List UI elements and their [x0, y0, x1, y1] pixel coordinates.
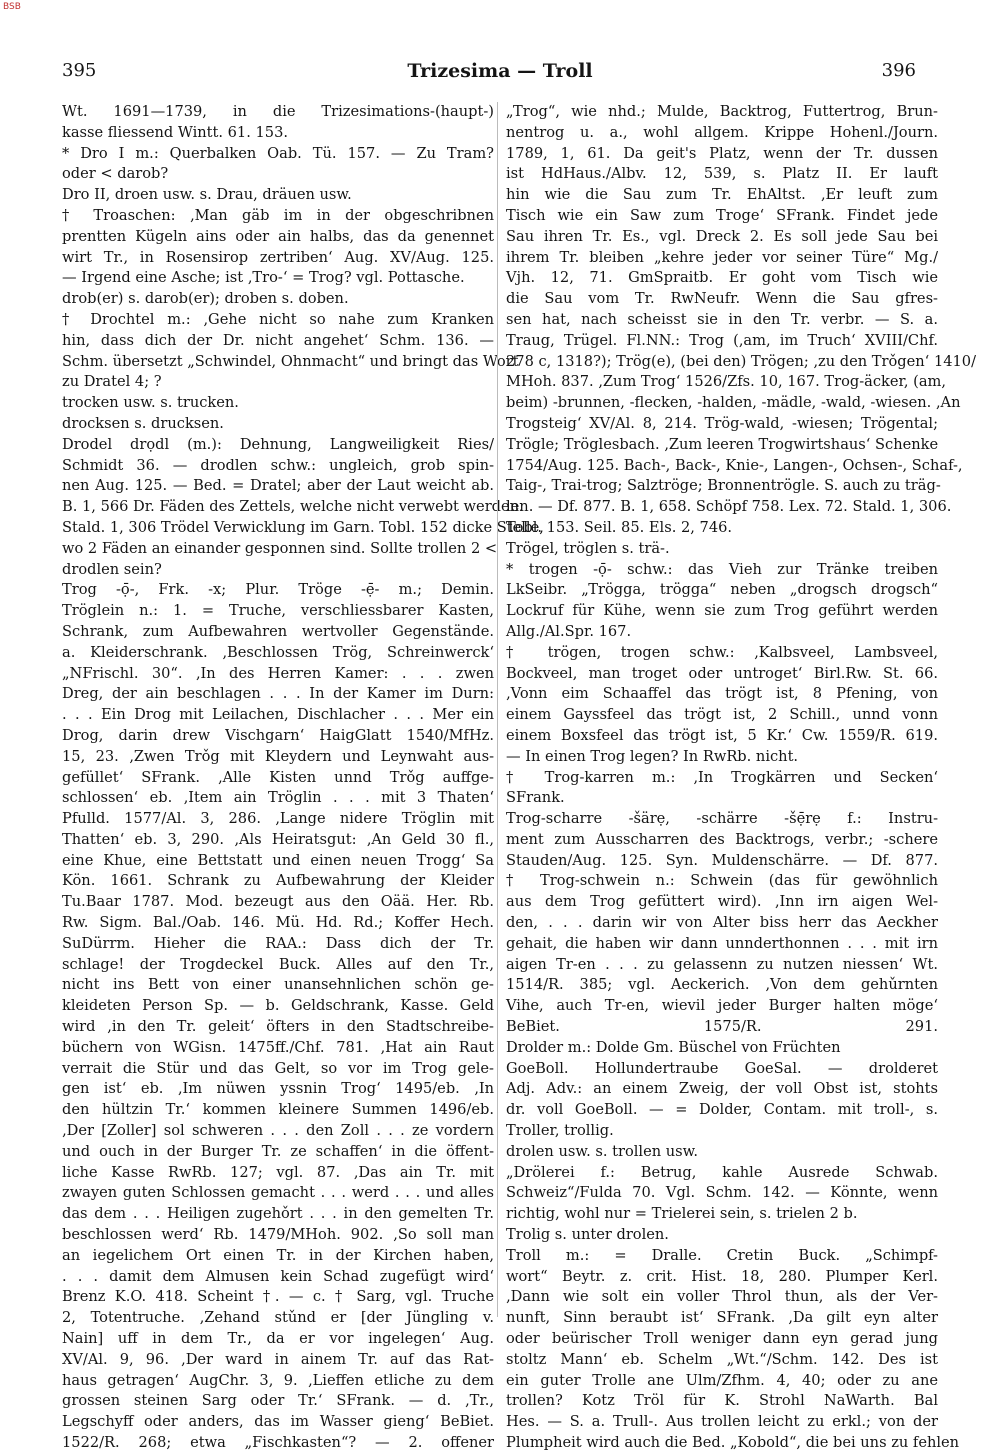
- text-line: Trögel, tröglen s. trä-.: [506, 539, 670, 557]
- text-line: den hültzin Tr.‘ kommen kleinere Summen 1496/eb.: [62, 1101, 494, 1119]
- text-line: Schmidt 36. — drodlen schw.: ungleich, grob spin-: [62, 456, 494, 474]
- text-line: ‚Der [Zoller] sol schweren . . . den Zoll . . . ze vordern: [62, 1122, 494, 1140]
- text-line: ist HdHaus./Albv. 12, 539, s. Platz II. Er lauft: [506, 165, 938, 183]
- text-line: oder < darob?: [62, 165, 169, 183]
- text-line: das dem . . . Heiligen zugehǒrt . . . in den gemelten Tr.: [62, 1205, 494, 1223]
- text-line: 278 c, 1318?); Trög(e), (bei den) Trögen; ‚zu den Trǒgen‘ 1410/: [506, 352, 977, 370]
- text-line: Tobl. 153. Seil. 85. Els. 2, 746.: [506, 518, 733, 536]
- text-line: ein guter Trolle ane Ulm/Zfhm. 4, 40; oder zu ane: [506, 1371, 938, 1389]
- text-line: und ouch in der Burger Tr. ze schaffen‘ in die öffent-: [62, 1142, 494, 1160]
- text-line: dr. voll GoeBoll. — = Dolder, Contam. mit troll-, s.: [506, 1101, 938, 1119]
- text-line: SFrank.: [506, 789, 565, 807]
- text-line: nicht ins Bett von einer unansehnlichen schön ge-: [62, 976, 494, 994]
- text-line: Trögle; Tröglesbach. ‚Zum leeren Trogwirtshaus‘ Schenke: [506, 435, 939, 453]
- text-line: Dreg, der ain beschlagen . . . In der Kamer im Durn:: [62, 685, 494, 703]
- right-column: [506, 102, 977, 1454]
- text-line: wirt Tr., in Rosensirop zertriben‘ Aug. XV/Aug. 125.: [62, 248, 494, 266]
- text-line: prentten Kügeln ains oder ain halbs, das da genennet: [62, 227, 494, 245]
- text-line: XV/Al. 9, 96. ‚Der ward in ainem Tr. auf das Rat-: [62, 1350, 494, 1368]
- text-line: Hes. — S. a. Trull-. Aus trollen leicht zu erkl.; von der: [506, 1413, 938, 1431]
- text-line: nen Aug. 125. — Bed. = Dratel; aber der Laut weicht ab.: [62, 477, 494, 495]
- text-line: an iegelichem Ort einen Tr. in der Kirchen haben,: [62, 1246, 494, 1264]
- text-line: schlossen‘ eb. ‚Item ain Tröglin . . . mit 3 Thaten‘: [62, 789, 494, 807]
- text-line: grossen steinen Sarg oder Tr.‘ SFrank. — d. ‚Tr.,: [62, 1392, 494, 1410]
- text-line: Lockruf für Kühe, wenn sie zum Trog geführt werden: [506, 602, 938, 620]
- page-number-left: 395: [62, 60, 97, 81]
- text-line: beschlossen werd‘ Rb. 1479/MHoh. 902. ‚So soll man: [62, 1226, 494, 1244]
- text-line: zu Dratel 4; ?: [62, 373, 162, 391]
- text-line: Schweiz“/Fulda 70. Vgl. Schm. 142. — Könnte, wenn: [506, 1184, 938, 1202]
- text-line: Thatten‘ eb. 3, 290. ‚Als Heiratsgut: ‚An Geld 30 fl.,: [62, 830, 494, 848]
- text-line: kasse fliessend Wintt. 61. 153.: [62, 123, 288, 141]
- text-line: drob(er) s. darob(er); droben s. doben.: [62, 290, 349, 308]
- text-line: Troll m.: = Dralle. Cretin Buck. „Schimpf-: [506, 1246, 938, 1264]
- text-line: BeBiet. 1575/R. 291.: [506, 1018, 938, 1036]
- text-line: † Trog-schwein n.: Schwein (das für gewöhnlich: [506, 872, 938, 890]
- text-line: Legschyff oder anders, das im Wasser gieng‘ BeBiet.: [62, 1413, 494, 1431]
- text-line: hin wie die Sau zum Tr. EhAltst. ‚Er leuft zum: [506, 186, 938, 204]
- text-line: aigen Tr-en . . . zu gelassenn zu nutzen niessen‘ Wt.: [506, 955, 938, 973]
- text-line: LkSeibr. „Trögga, trögga“ neben „drogsch drogsch“: [506, 581, 938, 599]
- text-line: eine Khue, eine Bettstatt und einen neuen Trogg‘ Sa: [62, 851, 494, 869]
- text-line: SuDürrm. Hieher die RAA.: Dass dich der Tr.: [62, 934, 494, 952]
- text-line: MHoh. 837. ‚Zum Trog‘ 1526/Zfs. 10, 167. Trog-äcker, (am,: [506, 373, 947, 391]
- text-line: † Trog-karren m.: ‚In Trogkärren und Secken‘: [506, 768, 938, 786]
- text-line: . . . Ein Drog mit Leilachen, Dischlacher . . . Mer ein: [62, 706, 494, 724]
- text-line: Kön. 1661. Schrank zu Aufbewahrung der Kleider: [62, 872, 494, 890]
- text-line: ihrem Tr. bleiben „kehre jeder vor seiner Türe“ Mg./: [506, 248, 938, 266]
- text-line: 1789, 1, 61. Da geit's Platz, wenn der Tr. dussen: [506, 144, 938, 162]
- text-line: liche Kasse RwRb. 127; vgl. 87. ‚Das ain Tr. mit: [62, 1163, 494, 1181]
- text-line: — Irgend eine Asche; ist ‚Tro-‘ = Trog? vgl. Pottasche.: [62, 269, 465, 287]
- text-line: den, . . . darin wir von Alter biss herr das Aeckher: [506, 914, 938, 932]
- text-line: Vihe, auch Tr-en, wievil jeder Burger halten möge‘: [506, 997, 938, 1015]
- text-line: Wt. 1691—1739, in die Trizesimations-(haupt-): [62, 103, 494, 120]
- text-line: wort“ Beytr. z. crit. Hist. 18, 280. Plumper Kerl.: [506, 1267, 938, 1285]
- text-line: zwayen guten Schlossen gemacht . . . werd . . . und alles: [62, 1184, 494, 1202]
- text-line: B. 1, 566 Dr. Fäden des Zettels, welche nicht verwebt werden.: [62, 498, 524, 516]
- text-line: drolen usw. s. trollen usw.: [506, 1142, 699, 1160]
- text-line: drodlen sein?: [62, 560, 162, 578]
- text-line: a. Kleiderschrank. ‚Beschlossen Trög, Schreinwerck‘: [62, 643, 494, 661]
- text-line: Trogsteig‘ XV/Al. 8, 214. Trög-wald, -wiesen; Trögental;: [506, 414, 938, 432]
- text-line: nentrog u. a., wohl allgem. Krippe Hohenl./Journ.: [506, 123, 938, 141]
- text-line: die Sau vom Tr. RwNeufr. Wenn die Sau gfres-: [506, 290, 938, 308]
- text-line: richtig, wohl nur = Trielerei sein, s. trielen 2 b.: [506, 1205, 858, 1223]
- text-line: einem Boxsfeel das trögt ist, 5 Kr.‘ Cw. 1559/R. 619.: [506, 726, 938, 744]
- text-line: Rw. Sigm. Bal./Oab. 146. Mü. Hd. Rd.; Koffer Hech.: [62, 914, 494, 932]
- text-line: gehait, die haben wir dann unnderthonnen . . . mit irn: [506, 934, 938, 952]
- left-column: [62, 102, 544, 1454]
- text-line: trollen? Kotz Tröl für K. Strohl NaWarth. Bal: [506, 1392, 938, 1410]
- text-line: gefüllet‘ SFrank. ‚Alle Kisten unnd Trǒg auffge-: [62, 768, 494, 786]
- text-line: † Drochtel m.: ‚Gehe nicht so nahe zum Kranken: [62, 310, 494, 328]
- text-line: Allg./Al.Spr. 167.: [506, 622, 632, 640]
- text-line: hin, dass dich der Dr. nicht angehet‘ Schm. 136. —: [62, 331, 494, 349]
- text-line: 2, Totentruche. ‚Zehand stǔnd er [der Jüngling v.: [62, 1309, 494, 1327]
- library-stamp: BSB: [3, 2, 21, 12]
- text-line: nunft, Sinn beraubt ist‘ SFrank. ‚Da gilt eyn alter: [506, 1309, 938, 1327]
- text-line: ‚Dann wie solt ein voller Throl thun, als der Ver-: [506, 1288, 938, 1306]
- text-line: „NFrischl. 30“. ‚In des Herren Kamer: . . . zwen: [62, 664, 494, 682]
- text-line: Pfulld. 1577/Al. 3, 286. ‚Lange nidere Tröglin mit: [62, 810, 494, 828]
- text-line: Tisch wie ein Saw zum Troge‘ SFrank. Findet jede: [506, 206, 938, 224]
- text-line: Stald. 1, 306 Trödel Verwicklung im Garn. Tobl. 152 dicke Stelle,: [62, 518, 544, 536]
- text-line: len. — Df. 877. B. 1, 658. Schöpf 758. Lex. 72. Stald. 1, 306.: [506, 498, 952, 516]
- text-line: Troller, trollig.: [506, 1122, 614, 1140]
- text-line: Adj. Adv.: an einem Zweig, der voll Obst ist, stohts: [506, 1080, 938, 1098]
- text-line: Nain] uff in dem Tr., da er vor ingelegen‘ Aug.: [62, 1330, 494, 1348]
- text-line: . . . damit dem Almusen kein Schad zugefügt wird‘: [62, 1267, 494, 1285]
- text-line: * trogen -ọ̄- schw.: das Vieh zur Tränke treiben: [506, 560, 938, 578]
- text-line: 15, 23. ‚Zwen Trǒg mit Kleydern und Leynwaht aus-: [62, 747, 494, 765]
- text-line: Brenz K.O. 418. Scheint †. — c. † Sarg, vgl. Truche: [62, 1288, 494, 1306]
- text-line: Drodel drọdl (m.): Dehnung, Langweiligkeit Ries/: [62, 435, 494, 453]
- text-line: — In einen Trog legen? In RwRb. nicht.: [506, 747, 799, 765]
- text-line: † trögen, trogen schw.: ‚Kalbsveel, Lambsveel,: [506, 643, 938, 661]
- text-line: GoeBoll. Hollundertraube GoeSal. — drolderet: [506, 1059, 938, 1077]
- text-line: Tröglein n.: 1. = Truche, verschliessbarer Kasten,: [62, 602, 494, 620]
- text-line: gen ist‘ eb. ‚Im nüwen yssnin Trog‘ 1495/eb. ‚In: [62, 1080, 494, 1098]
- text-line: Trog-scharre -šärẹ, -schärre -šẹ̄rẹ f.: Instru-: [506, 810, 938, 828]
- text-line: kleideten Person Sp. — b. Geldschrank, Kasse. Geld: [62, 997, 494, 1015]
- text-line: 1754/Aug. 125. Bach-, Back-, Knie-, Langen-, Ochsen-, Schaf-,: [506, 456, 963, 474]
- text-line: büchern von WGisn. 1475ff./Chf. 781. ‚Hat ain Raut: [62, 1038, 494, 1056]
- text-line: beim) -brunnen, -flecken, -halden, -mädle, -wald, -wiesen. ‚An: [506, 394, 961, 412]
- text-line: oder beürischer Troll weniger dann eyn gerad jung: [506, 1330, 938, 1348]
- text-line: Schrank, zum Aufbewahren wertvoller Gegenstände.: [62, 622, 494, 640]
- text-line: schlage! der Trogdeckel Buck. Alles auf den Tr.,: [62, 955, 494, 973]
- text-line: Trog -ọ̄-, Frk. -x; Plur. Tröge -ẹ̄- m.; Demin.: [62, 581, 494, 599]
- text-line: Schm. übersetzt „Schwindel, Ohnmacht“ und bringt das Wort: [62, 352, 519, 370]
- text-line: ment zum Ausscharren des Backtrogs, verbr.; -schere: [506, 830, 938, 848]
- text-line: stoltz Mann‘ eb. Schelm „Wt.“/Schm. 142. Des ist: [506, 1350, 938, 1368]
- page-number-right: 396: [881, 60, 916, 81]
- text-line: wird ‚in den Tr. geleit‘ öfters in den Stadtschreibe-: [62, 1018, 494, 1036]
- text-line: sen hat, nach scheisst sie in den Tr. verbr. — S. a.: [506, 310, 938, 328]
- text-line: † Troaschen: ‚Man gäb im in der obgeschribnen: [62, 206, 494, 224]
- text-line: Stauden/Aug. 125. Syn. Muldenschärre. — Df. 877.: [506, 851, 938, 869]
- text-line: „Trog“, wie nhd.; Mulde, Backtrog, Futtertrog, Brun-: [506, 103, 938, 120]
- text-line: Trolig s. unter drolen.: [506, 1226, 669, 1244]
- text-line: ‚Vonn eim Schaaffel das trögt ist, 8 Pfening, von: [506, 685, 938, 703]
- text-line: einem Gayssfeel das trögt ist, 2 Schill., unnd vonn: [506, 706, 938, 724]
- text-line: * Dro I m.: Querbalken Oab. Tü. 157. — Zu Tram?: [62, 144, 494, 162]
- text-line: Tu.Baar 1787. Mod. bezeugt aus den Oää. Her. Rb.: [62, 893, 494, 911]
- text-line: Drolder m.: Dolde Gm. Büschel von Früchten: [506, 1038, 841, 1056]
- text-line: Dro II, droen usw. s. Drau, dräuen usw.: [62, 186, 352, 204]
- text-line: 1522/R. 268; etwa „Fischkasten“? — 2. offener: [62, 1434, 494, 1451]
- text-line: haus getragen‘ AugChr. 3, 9. ‚Lieffen etliche zu dem: [62, 1371, 494, 1389]
- text-line: aus dem Trog gefüttert wird). ‚Inn irn aigen Wel-: [506, 893, 938, 911]
- text-line: verrait die Stür und das Gelt, so vor im Trog gele-: [62, 1059, 494, 1077]
- text-line: Vjh. 12, 71. GmSpraitb. Er goht vom Tisch wie: [506, 269, 938, 287]
- text-line: Taig-, Trai-trog; Salztröge; Bronnentrögle. S. auch zu träg-: [506, 477, 941, 495]
- text-line: drocksen s. drucksen.: [62, 414, 224, 432]
- text-line: Bockveel, man troget oder untroget‘ Birl.Rw. St. 66.: [506, 664, 938, 682]
- text-line: Drog, darin drew Vischgarn‘ HaigGlatt 1540/MfHz.: [62, 726, 494, 744]
- text-line: Sau ihren Tr. Es., vgl. Dreck 2. Es soll jede Sau bei: [506, 227, 938, 245]
- running-title: Trizesima — Troll: [407, 60, 593, 82]
- text-line: trocken usw. s. trucken.: [62, 394, 239, 412]
- text-line: Plumpheit wird auch die Bed. „Kobold“, die bei uns zu fehlen: [506, 1434, 960, 1451]
- text-line: „Drölerei f.: Betrug, kahle Ausrede Schwab.: [506, 1163, 938, 1181]
- text-line: Traug, Trügel. Fl.NN.: Trog (‚am, im Truch‘ XVIII/Chf.: [506, 331, 938, 349]
- text-line: wo 2 Fäden an einander gesponnen sind. Sollte trollen 2 <: [62, 539, 498, 557]
- text-line: 1514/R. 385; vgl. Aeckerich. ‚Von dem gehǔrnten: [506, 976, 938, 994]
- column-divider: [497, 102, 498, 1317]
